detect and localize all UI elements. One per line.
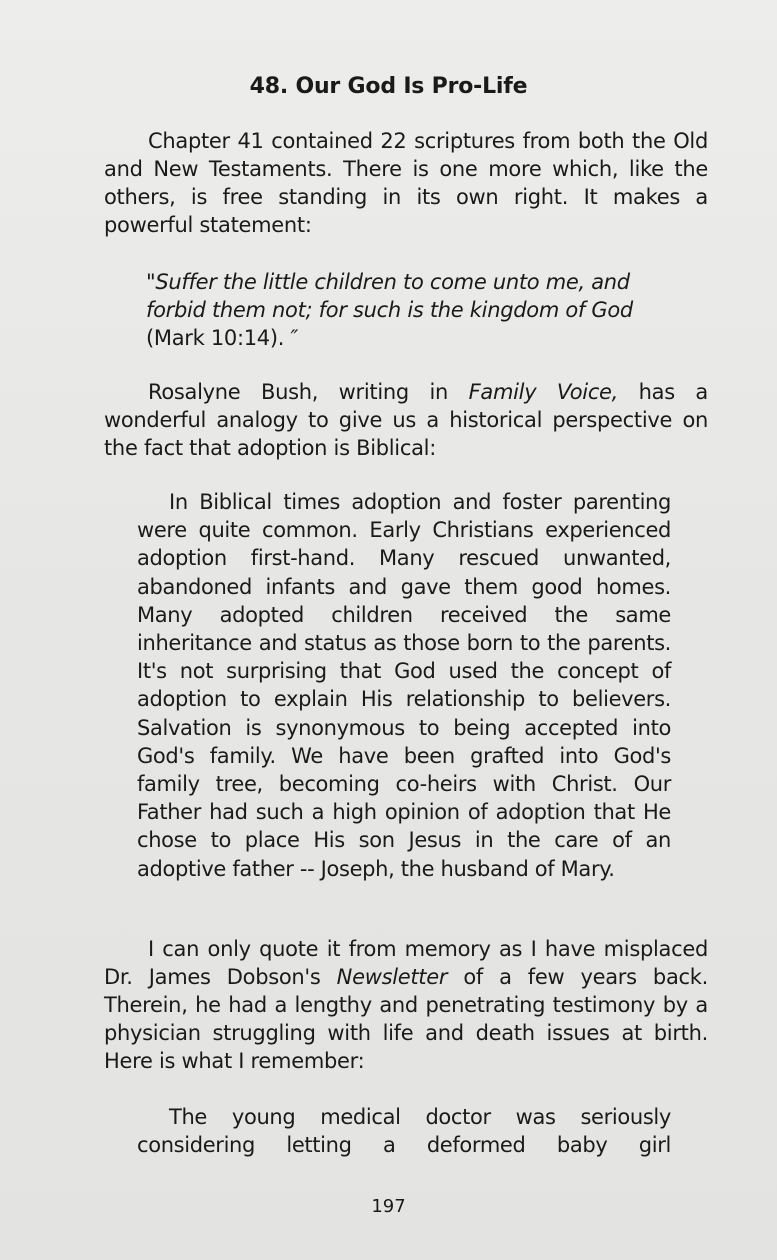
analogy-source: Family Voice,	[468, 380, 619, 404]
scripture-text: "Suffer the little children to come unto me, and forbid them not; for such is the kingdom of God	[146, 270, 633, 322]
analogy-text-after: has a wonderful analogy to give us a historical perspective on the fact that adoption is Biblical:	[104, 380, 708, 460]
analogy-text-before: Rosalyne Bush, writing in	[148, 380, 469, 404]
story-text: The young medical doctor was seriously considering letting a deformed baby girl	[137, 1105, 671, 1158]
intro-paragraph: Chapter 41 contained 22 scriptures from both the Old and New Testaments. There is one more which, like the others, is free standing in its own right. It makes a powerful statement:	[104, 129, 708, 237]
memory-paragraph	[104, 935, 708, 1075]
story-paragraph	[137, 1103, 671, 1159]
memory-text-after: of a few years back. Therein, he had a lengthy and penetrating testimony by a physician struggling with life and death issues at birth. Here is what I remember:	[104, 965, 708, 1073]
scripture-close-quote: ″	[284, 326, 299, 350]
scripture-reference: (Mark 10:14).	[146, 326, 285, 350]
block-quote-text: In Biblical times adoption and foster parenting were quite common. Early Christians experienced adoption first-hand. Many rescued unwanted, abandoned infants and gave them good homes. Many adopted children received the same inheritance and status as those born to the parents. It's not surprising that God used the concept of adoption to explain His relationship to believers. Salvation is synonymous to being accepted into God's family. We have been grafted into God's family tree, becoming co-heirs with Christ. Our Father had such a high opinion of adoption that He chose to place His son Jesus in the care of an adoptive father -- Joseph, the husband of Mary.	[137, 490, 671, 881]
chapter-title: 48. Our God Is Pro-Life	[249, 74, 528, 99]
memory-text-before: I can only quote it from memory as I have misplaced Dr. James Dobson's	[104, 937, 708, 989]
scripture-quote	[146, 268, 670, 352]
page-number: 197	[371, 1196, 406, 1217]
memory-source: Newsletter	[336, 965, 448, 989]
analogy-paragraph	[104, 378, 708, 462]
block-quote	[137, 488, 671, 883]
